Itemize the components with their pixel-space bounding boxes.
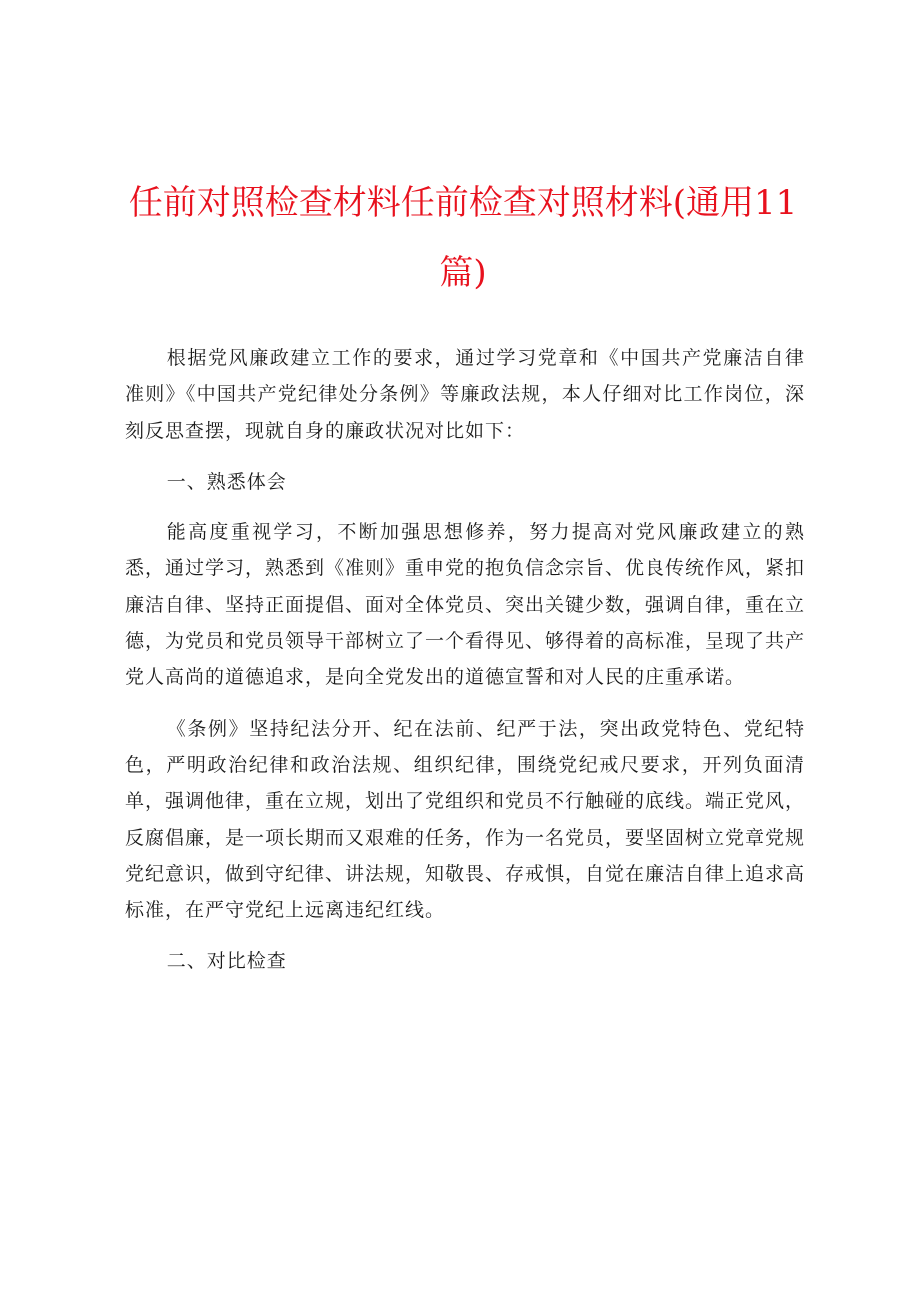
intro-paragraph: 根据党风廉政建立工作的要求，通过学习党章和《中国共产党廉洁自律准则》《中国共产党纪律处分条例》等廉政法规，本人仔细对比工作岗位，深刻反思查摆，现就自身的廉政状况对比如下： [125, 347, 805, 442]
section-heading-2: 二、对比检查 [166, 950, 287, 973]
section-heading-1: 一、熟悉体会 [166, 470, 287, 493]
document-title: 任前对照检查材料任前检查对照材料(通用11篇) [128, 183, 798, 293]
body-paragraph: 能高度重视学习，不断加强思想修养，努力提高对党风廉政建立的熟悉，通过学习，熟悉到《准则》重申党的抱负信念宗旨、优良传统作风，紧扣廉洁自律、坚持正面提倡、面对全体党员、突出关键少数，强调自律，重在立德，为党员和党员领导干部树立了一个看得见、够得着的高标准，呈现了共产党人高尚的道德追求，是向全党发出的道德宣誓和对人民的庄重承诺。 [125, 521, 806, 689]
document-body [125, 340, 805, 994]
body-paragraph: 《条例》坚持纪法分开、纪在法前、纪严于法，突出政党特色、党纪特色，严明政治纪律和政治法规、组织纪律，围绕党纪戒尺要求，开列负面清单，强调他律，重在立规，划出了党组织和党员不行触碰的底线。端正党风，反腐倡廉，是一项长期而又艰难的任务，作为一名党员，要坚固树立党章党规党纪意识，做到守纪律、讲法规，知敬畏、存戒惧，自觉在廉洁自律上追求高标准，在严守党纪上远离违纪红线。 [125, 717, 806, 922]
